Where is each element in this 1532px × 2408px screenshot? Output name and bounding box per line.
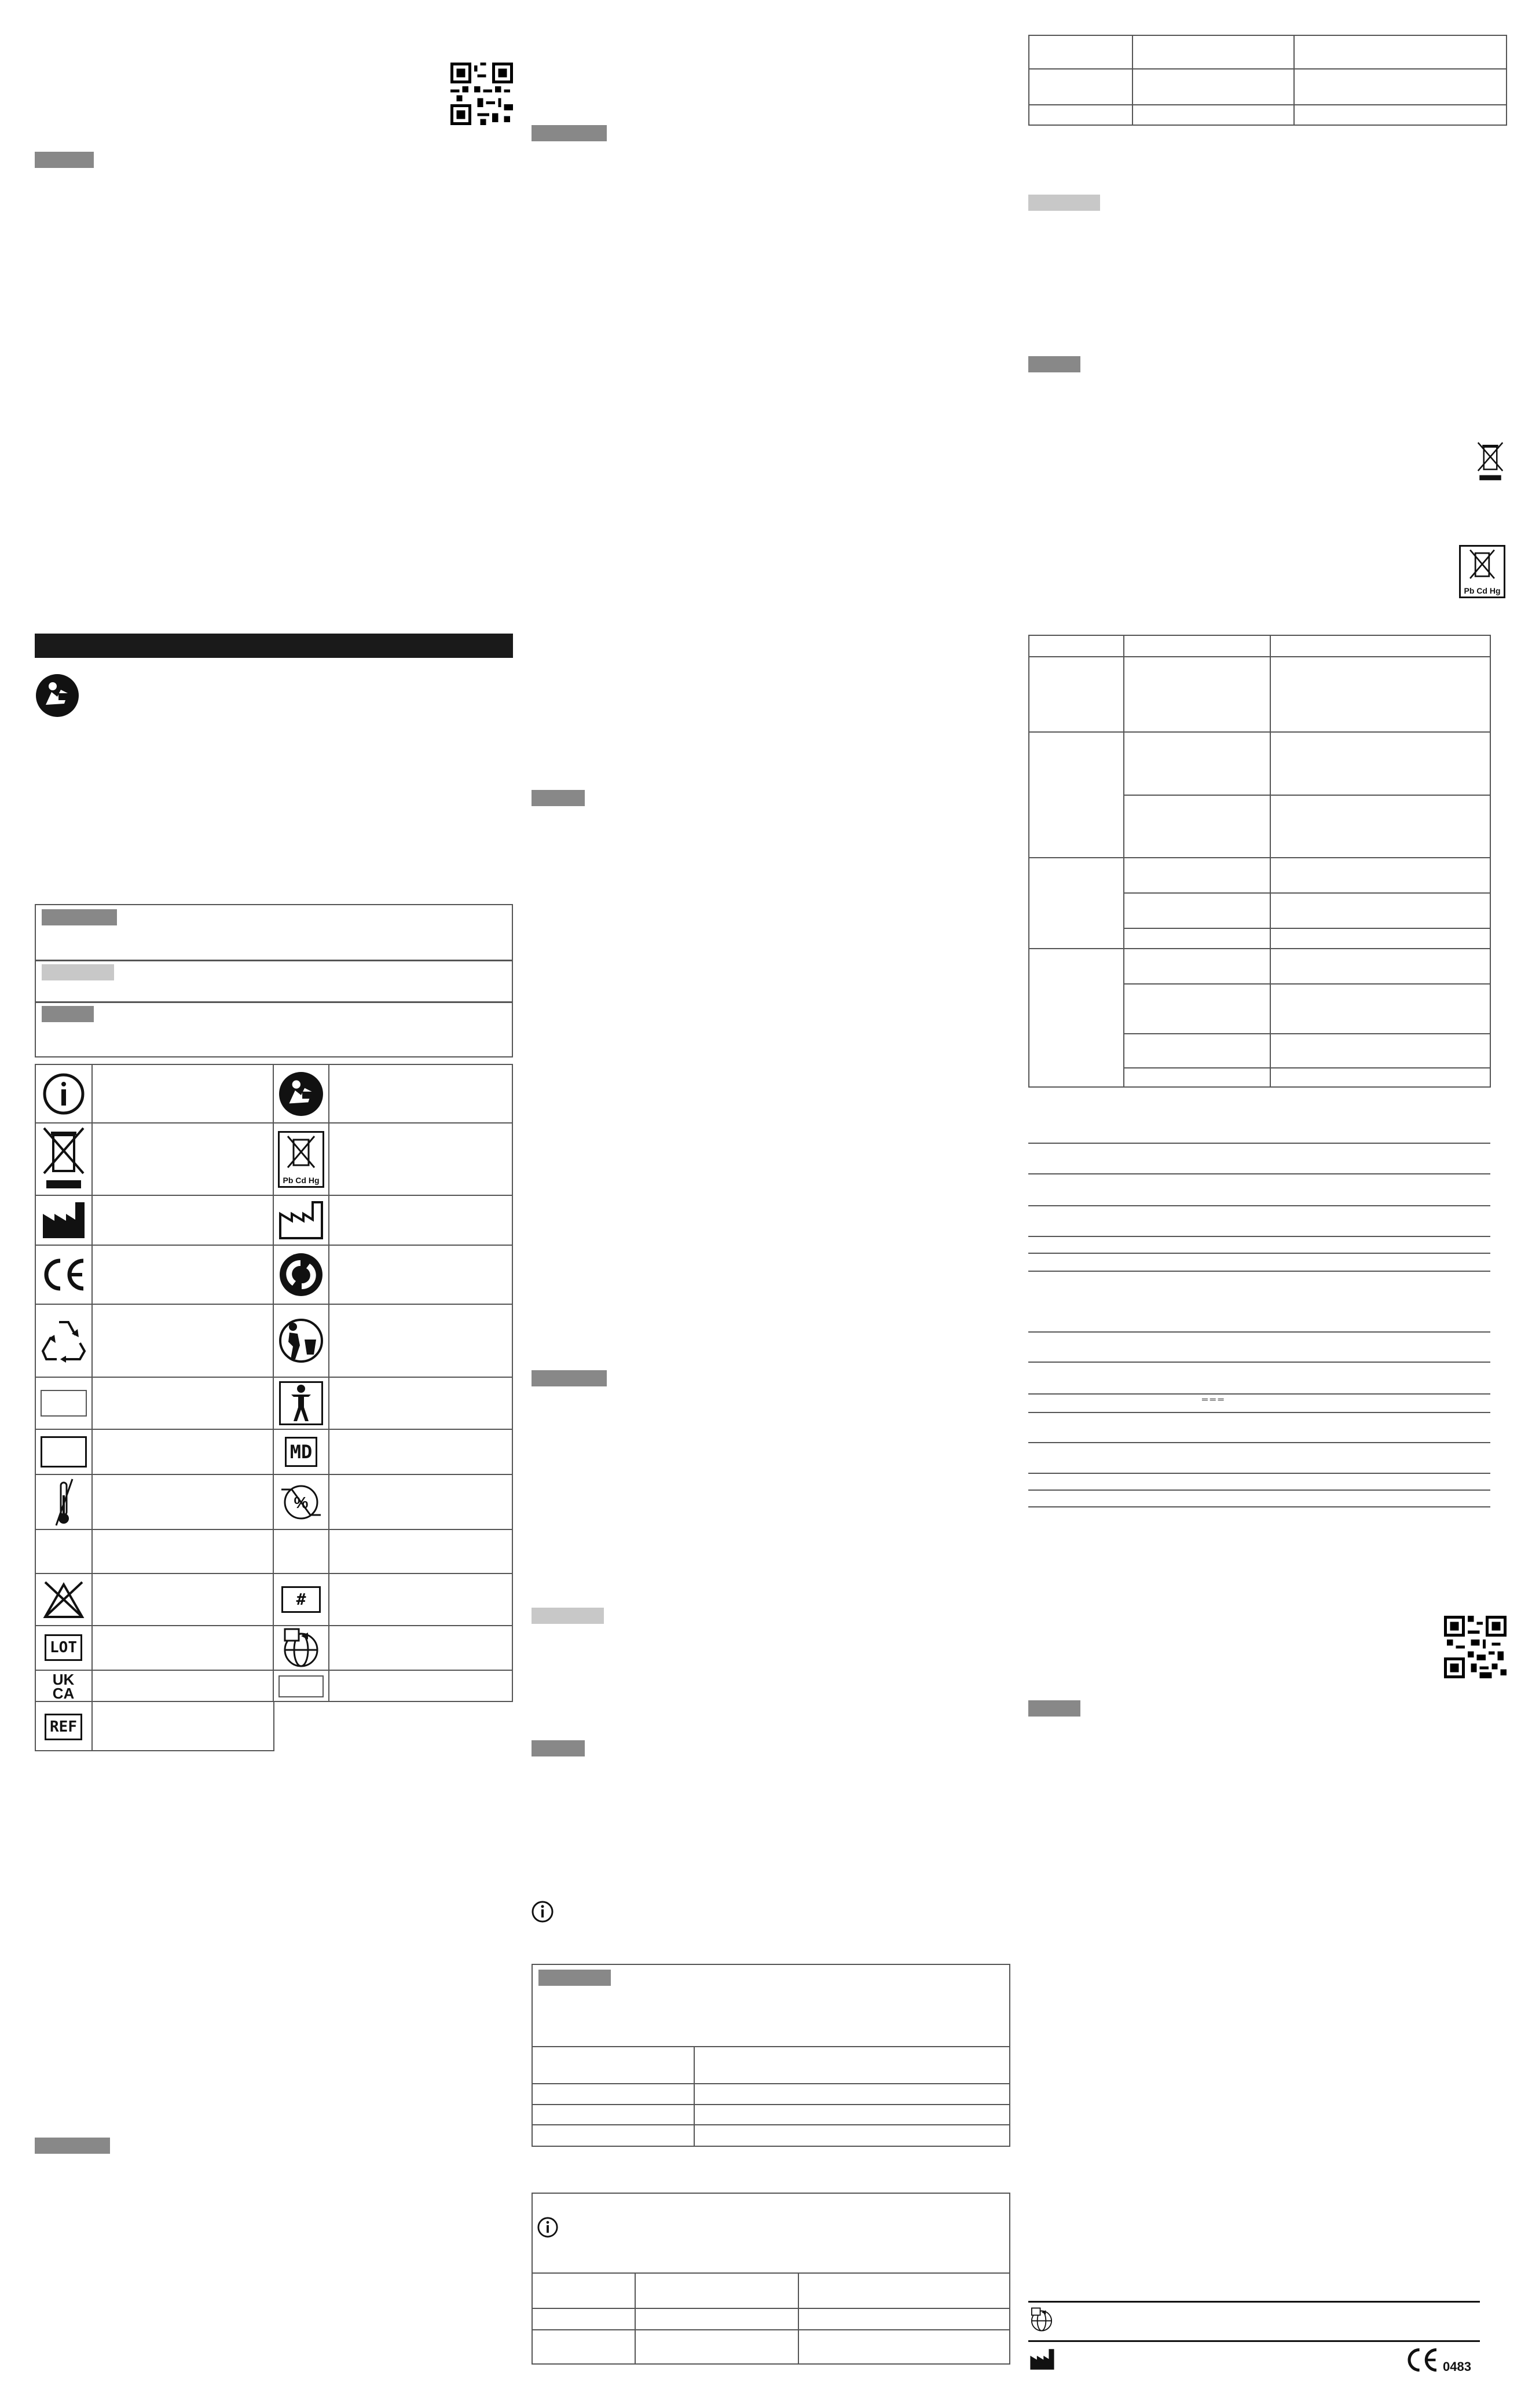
section-label [1028,1700,1080,1717]
caution-label [42,964,114,980]
weee-heavy-metals-icon [274,1124,328,1194]
heavy-metals-text: Pb Cd Hg [283,1175,320,1185]
section-label [1028,195,1100,211]
hash-text: # [281,1586,321,1613]
danger-label [42,909,117,925]
lot-text: LOT [45,1634,82,1661]
weee-heavy-metals-icon [1458,544,1507,599]
date-of-manufacture-icon [274,1196,328,1244]
section-banner [35,634,513,658]
tidyman-icon [274,1305,328,1376]
middle-table-2 [532,2193,1010,2365]
do-not-reuse-icon [36,1575,91,1624]
ref-icon [36,1703,91,1751]
notice-label [42,1006,94,1022]
section-label [532,1740,585,1756]
warning-box [35,904,513,1057]
weee-bin-icon [36,1124,91,1194]
qr-code [1444,1616,1507,1678]
right-top-table [1028,35,1507,126]
ce-mark-icon [36,1246,91,1303]
consult-instructions-icon [274,1066,328,1122]
consult-instructions-icon [35,673,80,718]
model-number-icon [274,1575,328,1624]
section-label [532,125,607,141]
md-icon [274,1430,328,1473]
section-label [532,1370,607,1386]
manufacturer-icon [36,1196,91,1244]
section-label [532,790,585,806]
type-b-applied-part-icon [274,1378,328,1428]
green-dot-icon [274,1246,328,1303]
info-icon [36,1066,91,1122]
middle-table-1 [532,1964,1010,2147]
blank-symbol-box [36,1430,91,1473]
ukca-top-text: UK [52,1670,75,1688]
temperature-limit-icon [36,1476,91,1528]
table-label [538,1970,611,1986]
md-text: MD [285,1437,318,1467]
ukca-bottom-text: CA [52,1684,75,1702]
symbols-table [35,1064,513,1702]
blank-symbol-box [36,1378,91,1428]
section-label [35,2138,110,2154]
dc-symbol: ═ ═ ═ [1202,1395,1224,1404]
ukca-icon [36,1671,91,1701]
info-icon [536,2216,559,2239]
notified-body-number: 0483 [1443,2359,1471,2374]
importer-icon [1028,2306,1055,2333]
recycle-icon [36,1305,91,1376]
section-label [35,152,94,168]
section-label [1028,356,1080,372]
heavy-metals-text: Pb Cd Hg [1464,586,1501,595]
percent-text: % [294,1493,309,1512]
weee-bin-icon [1475,438,1505,486]
ref-text: REF [45,1714,82,1740]
ce-mark-icon [1403,2347,1441,2373]
info-icon [530,1900,555,1924]
qr-code [450,63,513,125]
section-label [532,1608,604,1624]
blank-symbol-box [274,1671,328,1701]
manufacturer-icon [1028,2347,1056,2372]
importer-icon [274,1626,328,1669]
right-main-table [1028,635,1491,1088]
humidity-limit-icon [274,1476,328,1528]
lot-icon [36,1626,91,1669]
